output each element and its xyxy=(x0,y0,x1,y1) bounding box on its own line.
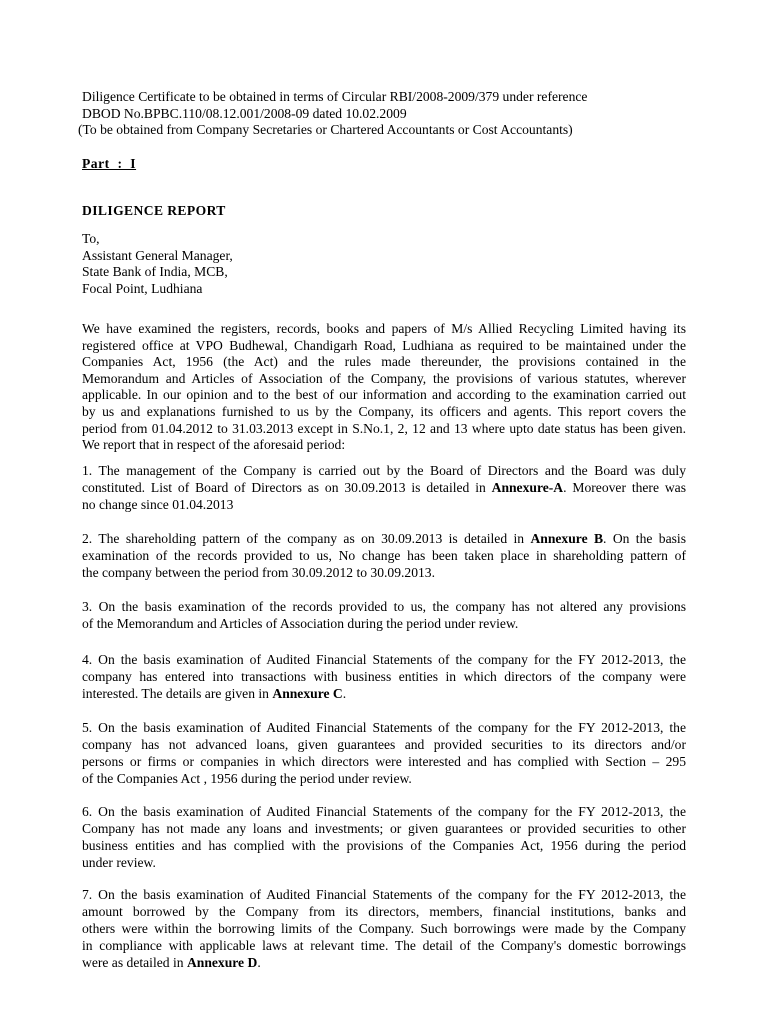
item-line: company has not advanced loans, given guarantees and provided securities to its directors and/or xyxy=(82,737,686,752)
item-line xyxy=(82,479,686,496)
intro-paragraph xyxy=(82,321,686,454)
item-line xyxy=(82,954,686,971)
report-item-7 xyxy=(82,886,686,971)
annexure-reference: Annexure D xyxy=(186,955,258,970)
item-text: . xyxy=(342,686,347,701)
address-line-1: Assistant General Manager, xyxy=(82,247,233,263)
item-line: amount borrowed by the Company from its directors, members, financial institutions, banks and xyxy=(82,904,686,919)
intro-line: Memorandum and Articles of Association of the Company, the provisions of various statutes, wherever xyxy=(82,370,686,386)
report-item-3 xyxy=(82,598,686,632)
item-line: company has entered into transactions with business entities in which directors of the company were xyxy=(82,669,686,684)
circular-reference-header xyxy=(78,89,638,139)
report-item-6 xyxy=(82,803,686,871)
item-line: 6. On the basis examination of Audited Financial Statements of the company for the FY 2012-2013, the xyxy=(82,804,686,819)
address-line-3: Focal Point, Ludhiana xyxy=(82,280,203,296)
item-text: constituted. List of Board of Directors as on 30.09.2013 is detailed in xyxy=(82,480,492,495)
item-line: 7. On the basis examination of Audited Financial Statements of the company for the FY 2012-2013, the xyxy=(82,887,686,902)
intro-line: applicable. In our opinion and to the best of our information and according to the examination carried out xyxy=(82,387,686,403)
header-line-2: DBOD No.BPBC.110/08.12.001/2008-09 dated 10.02.2009 xyxy=(82,105,407,121)
report-item-4 xyxy=(82,651,686,702)
annexure-reference: Annexure-A xyxy=(491,480,564,495)
item-text: were as detailed in xyxy=(82,955,187,970)
intro-line: registered office at VPO Budhewal, Chandigarh Road, Ludhiana as required to be maintained under the xyxy=(82,337,686,353)
item-line: 1. The management of the Company is carried out by the Board of Directors and the Board was duly xyxy=(82,463,686,478)
item-line: 5. On the basis examination of Audited Financial Statements of the company for the FY 2012-2013, the xyxy=(82,720,686,735)
item-line: examination of the records provided to us, No change has been taken place in shareholding pattern of xyxy=(82,548,686,563)
item-text: . Moreover there was xyxy=(563,480,686,495)
item-text: . On the basis xyxy=(603,531,686,546)
item-line: business entities and has complied with the provisions of the Companies Act, 1956 during the period xyxy=(82,838,686,853)
item-line: persons or firms or companies in which directors were interested and has complied with Section – 295 xyxy=(82,754,686,769)
intro-line: We report that in respect of the aforesaid period: xyxy=(82,437,346,453)
item-line: of the Memorandum and Articles of Association during the period under review. xyxy=(82,616,519,631)
item-line: Company has not made any loans and investments; or given guarantees or provided securities to other xyxy=(82,821,686,836)
item-line: others were within the borrowing limits of the Company. Such borrowings were made by the Company xyxy=(82,921,686,936)
report-item-2 xyxy=(82,530,686,581)
part-label: Part : I xyxy=(82,156,137,171)
item-line xyxy=(82,685,686,702)
item-line: in compliance with applicable laws at relevant time. The detail of the Company's domestic borrowings xyxy=(82,938,686,953)
item-line: 3. On the basis examination of the records provided to us, the company has not altered any provisions xyxy=(82,599,686,614)
addressee-block xyxy=(82,231,233,297)
header-line-1: Diligence Certificate to be obtained in terms of Circular RBI/2008-2009/379 under reference xyxy=(82,89,588,104)
item-line: the company between the period from 30.09.2012 to 30.09.2013. xyxy=(82,565,435,580)
salutation: To, xyxy=(82,231,100,246)
item-line: of the Companies Act , 1956 during the period under review. xyxy=(82,771,412,786)
annexure-reference: Annexure C xyxy=(272,686,343,701)
intro-line: We have examined the registers, records, books and papers of M/s Allied Recycling Limited having its xyxy=(82,321,686,336)
intro-line: by us and explanations furnished to us by the Company, its officers and agents. This report covers the xyxy=(82,403,686,419)
intro-line: period from 01.04.2012 to 31.03.2013 except in S.No.1, 2, 12 and 13 where upto date status has been given. xyxy=(82,420,686,436)
item-text: . xyxy=(257,955,261,970)
address-line-2: State Bank of India, MCB, xyxy=(82,264,228,279)
item-text: interested. The details are given in xyxy=(82,686,273,701)
item-text: 2. The shareholding pattern of the company as on 30.09.2013 is detailed in xyxy=(82,531,531,546)
report-title: DILIGENCE REPORT xyxy=(82,203,226,218)
item-line xyxy=(82,530,686,547)
item-line: under review. xyxy=(82,855,156,870)
intro-line: Companies Act, 1956 (the Act) and the rules made thereunder, the provisions contained in the xyxy=(82,354,686,370)
item-line: no change since 01.04.2013 xyxy=(82,497,234,512)
item-line: 4. On the basis examination of Audited Financial Statements of the company for the FY 2012-2013, the xyxy=(82,652,686,667)
header-line-3: (To be obtained from Company Secretaries or Chartered Accountants or Cost Accountants) xyxy=(78,122,573,137)
report-item-5 xyxy=(82,719,686,787)
report-item-1 xyxy=(82,462,686,513)
annexure-reference: Annexure B xyxy=(530,531,604,546)
